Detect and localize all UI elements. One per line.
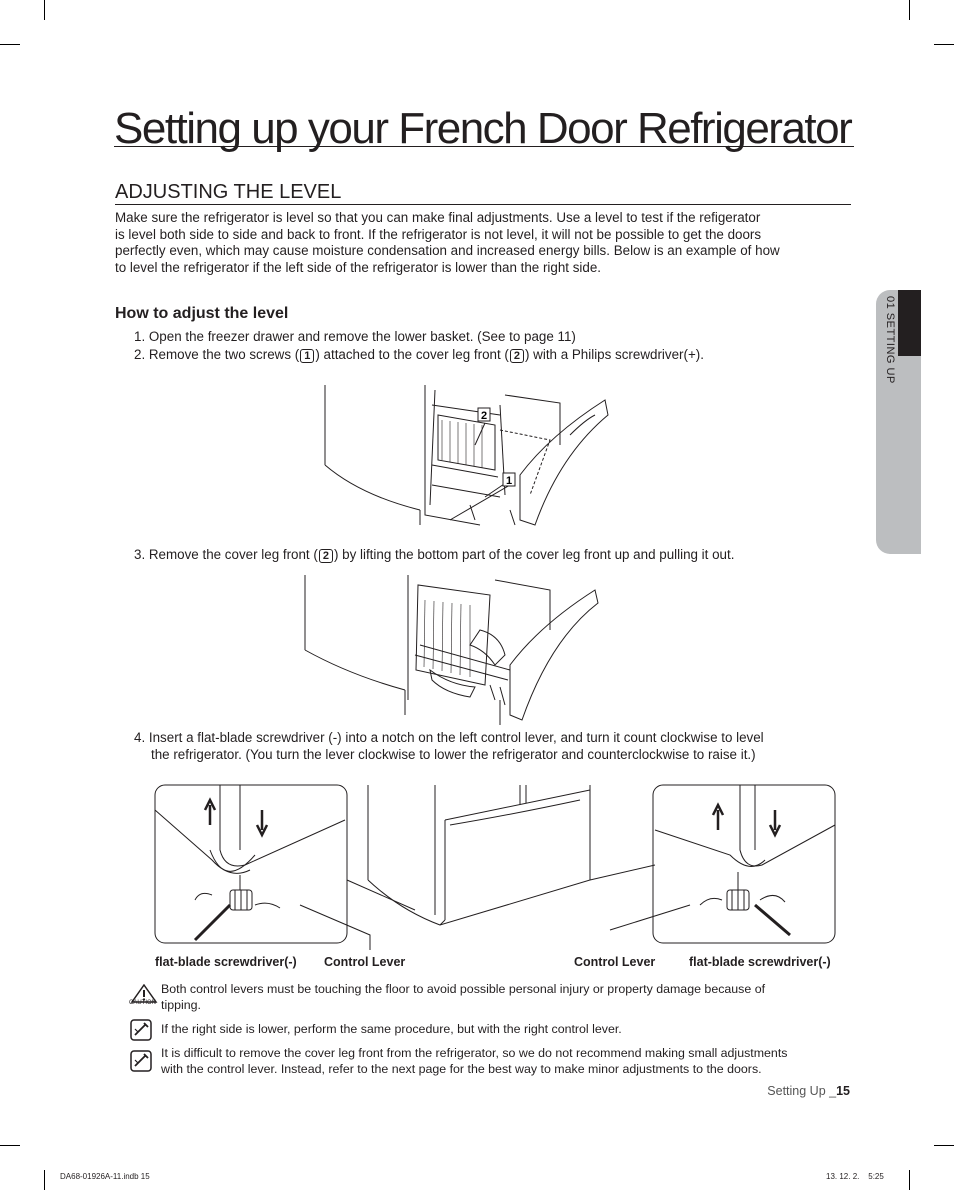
intro-line: to level the refrigerator if the left side of the refrigerator is lower than the right side.: [115, 259, 602, 275]
callout-1: 1: [505, 475, 513, 487]
intro-line: Make sure the refrigerator is level so that you can make final adjustments. Use a level to test if the refigerator: [115, 210, 761, 225]
page-number: [767, 1084, 850, 1098]
label-right-screwdriver: flat-blade screwdriver(-): [689, 955, 831, 969]
caution-label: CAUTION: [129, 1000, 156, 1006]
step-2: [134, 347, 854, 364]
crop-mark: [44, 0, 45, 20]
note-icon: [130, 1019, 152, 1041]
page-title: Setting up your French Door Refrigerator: [114, 100, 854, 147]
caution-text: [161, 981, 851, 1013]
step-text: ) with a Philips screwdriver(+).: [525, 347, 704, 362]
step-text: the refrigerator. (You turn the lever clockwise to lower the refrigerator and counterclockwise to raise it.): [151, 746, 756, 762]
subheading: How to adjust the level: [115, 305, 289, 322]
step-text: 4. Insert a flat-blade screwdriver (-) into a notch on the left control lever, and turn it count clockwise to level: [134, 730, 764, 745]
print-slug-file: DA68-01926A-11.indb 15: [60, 1172, 150, 1181]
crop-mark: [0, 44, 20, 45]
step-1: 1. Open the freezer drawer and remove the lower basket. (See to page 11): [134, 329, 576, 344]
crop-mark: [934, 44, 954, 45]
figure-remove-cover-leg: [300, 575, 605, 725]
note-icon: [130, 1050, 152, 1072]
crop-mark: [44, 1170, 45, 1190]
crop-mark: [909, 0, 910, 20]
step-3: [134, 547, 854, 564]
callout-badge: 2: [510, 349, 524, 363]
note-line: It is difficult to remove the cover leg front from the refrigerator, so we do not recommend making small adjustments: [161, 1046, 788, 1060]
crop-mark: [934, 1145, 954, 1146]
section-title: ADJUSTING THE LEVEL: [115, 181, 851, 205]
step-text: 3. Remove the cover leg front (: [134, 547, 318, 562]
right-inset-frame: [653, 785, 835, 943]
figure-remove-screws: [320, 385, 610, 530]
intro-line: is level both side to side and back to front. If the refrigerator is not level, it will not be possible to get the doors: [115, 226, 762, 242]
caution-line: Both control levers must be touching the floor to avoid possible personal injury or property damage because of: [161, 982, 766, 996]
print-slug-date: 13. 12. 2. 5:25: [826, 1172, 884, 1181]
callout-badge: 2: [319, 549, 333, 563]
chapter-tab-marker: [898, 290, 921, 356]
step-text: ) attached to the cover leg front (: [315, 347, 509, 362]
intro-line: perfectly even, which may cause moisture condensation and increased energy bills. Below is an example of how: [115, 243, 780, 259]
chapter-tab-label: 01 SETTING UP: [884, 296, 896, 384]
footer-page-num: 15: [836, 1084, 850, 1098]
left-inset-frame: [155, 785, 347, 943]
label-right-control-lever: Control Lever: [574, 955, 656, 969]
label-left-control-lever: Control Lever: [324, 955, 406, 969]
footer-section: Setting Up _: [767, 1084, 837, 1098]
crop-mark: [909, 1170, 910, 1190]
intro-paragraph: [115, 210, 855, 276]
label-left-screwdriver: flat-blade screwdriver(-): [155, 955, 297, 969]
step-4: [134, 730, 854, 763]
note-line: with the control lever. Instead, refer to the next page for the best way to make minor adjustments to the doors.: [161, 1062, 762, 1076]
figure-control-levers: [150, 780, 840, 950]
step-text: ) by lifting the bottom part of the cover leg front up and pulling it out.: [333, 547, 735, 562]
step-text: 2. Remove the two screws (: [134, 347, 300, 362]
callout-2: 2: [480, 410, 488, 422]
callout-badge: 1: [300, 349, 314, 363]
crop-mark: [0, 1145, 20, 1146]
note-text: [161, 1045, 851, 1077]
caution-line: tipping.: [161, 998, 201, 1012]
note-text: If the right side is lower, perform the same procedure, but with the right control lever.: [161, 1022, 622, 1036]
